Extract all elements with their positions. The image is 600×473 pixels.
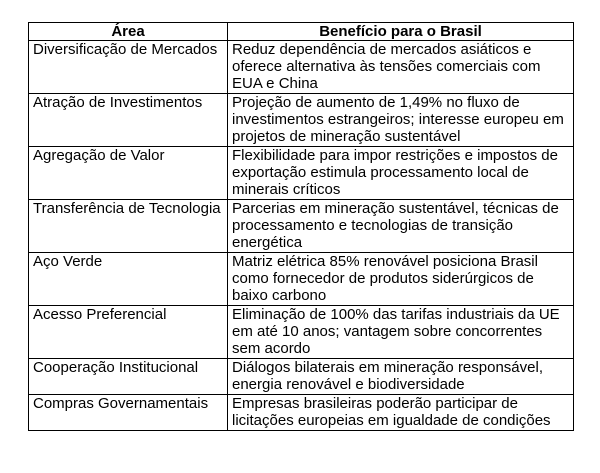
benefit-cell: Parcerias em mineração sustentável, técnicas de processamento e tecnologias de transição energética <box>228 200 574 253</box>
table-row <box>29 41 574 94</box>
benefits-table <box>28 22 574 431</box>
header-area: Área <box>29 23 228 41</box>
table-row <box>29 147 574 200</box>
table-row <box>29 94 574 147</box>
area-cell: Agregação de Valor <box>29 147 228 200</box>
area-cell: Atração de Investimentos <box>29 94 228 147</box>
benefit-cell: Reduz dependência de mercados asiáticos e oferece alternativa às tensões comerciais com EUA e China <box>228 41 574 94</box>
benefit-cell: Diálogos bilaterais em mineração responsável, energia renovável e biodiversidade <box>228 359 574 395</box>
benefit-cell: Empresas brasileiras poderão participar de licitações europeias em igualdade de condições <box>228 395 574 431</box>
area-cell: Acesso Preferencial <box>29 306 228 359</box>
benefit-cell: Eliminação de 100% das tarifas industriais da UE em até 10 anos; vantagem sobre concorrentes sem acordo <box>228 306 574 359</box>
area-cell: Diversificação de Mercados <box>29 41 228 94</box>
header-benefit: Benefício para o Brasil <box>228 23 574 41</box>
area-cell: Transferência de Tecnologia <box>29 200 228 253</box>
benefit-cell: Flexibilidade para impor restrições e impostos de exportação estimula processamento local de minerais críticos <box>228 147 574 200</box>
table-header-row <box>29 23 574 41</box>
table-row <box>29 395 574 431</box>
table-row <box>29 200 574 253</box>
table-row <box>29 253 574 306</box>
benefit-cell: Projeção de aumento de 1,49% no fluxo de investimentos estrangeiros; interesse europeu em projetos de mineração sustentável <box>228 94 574 147</box>
benefit-cell: Matriz elétrica 85% renovável posiciona Brasil como fornecedor de produtos siderúrgicos de baixo carbono <box>228 253 574 306</box>
table-row <box>29 359 574 395</box>
area-cell: Compras Governamentais <box>29 395 228 431</box>
table-row <box>29 306 574 359</box>
area-cell: Aço Verde <box>29 253 228 306</box>
area-cell: Cooperação Institucional <box>29 359 228 395</box>
